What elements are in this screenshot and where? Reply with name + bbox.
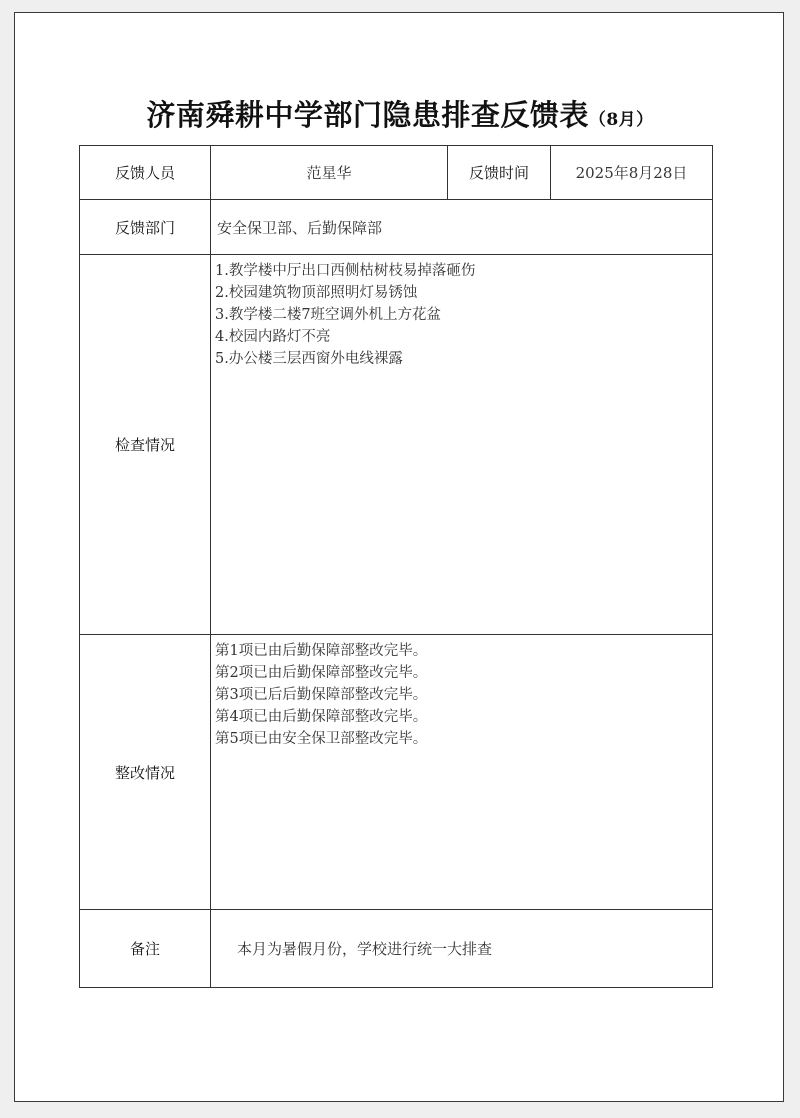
- document-page: [14, 12, 784, 1102]
- document-title: [15, 93, 785, 134]
- remarks-value: 本月为暑假月份，学校进行统一大排查: [211, 910, 713, 988]
- feedback-time-label: 反馈时间: [448, 146, 551, 200]
- title-month: （8月）: [588, 110, 654, 130]
- list-item: 1.教学楼中厅出口西侧枯树枝易掉落砸伤: [215, 263, 476, 279]
- inspection-content: [211, 255, 713, 635]
- list-item: 第1项已由后勤保障部整改完毕。: [215, 643, 428, 659]
- rectification-label: 整改情况: [80, 635, 211, 910]
- list-item: 4.校园内路灯不亮: [215, 329, 331, 345]
- list-item: 2.校园建筑物顶部照明灯易锈蚀: [215, 285, 418, 301]
- rectification-content: [211, 635, 713, 910]
- list-item: 5.办公楼三层西窗外电线裸露: [215, 351, 403, 367]
- row-department: [80, 200, 713, 255]
- row-remarks: [80, 910, 713, 988]
- row-person-time: [80, 146, 713, 200]
- row-rectification: [80, 635, 713, 910]
- title-main: 济南舜耕中学部门隐患排查反馈表: [146, 98, 589, 132]
- list-item: 第5项已由安全保卫部整改完毕。: [215, 731, 428, 747]
- list-item: 第3项已后后勤保障部整改完毕。: [215, 687, 428, 703]
- inspection-label: 检查情况: [80, 255, 211, 635]
- feedback-person-label: 反馈人员: [80, 146, 211, 200]
- remarks-label: 备注: [80, 910, 211, 988]
- list-item: 3.教学楼二楼7班空调外机上方花盆: [215, 307, 442, 323]
- department-value: 安全保卫部、后勤保障部: [211, 200, 713, 255]
- list-item: 第2项已由后勤保障部整改完毕。: [215, 665, 428, 681]
- list-item: 第4项已由后勤保障部整改完毕。: [215, 709, 428, 725]
- feedback-time-value: 2025年8月28日: [551, 146, 713, 200]
- feedback-form-table: [79, 145, 713, 988]
- department-label: 反馈部门: [80, 200, 211, 255]
- row-inspection: [80, 255, 713, 635]
- feedback-person-value: 范星华: [211, 146, 448, 200]
